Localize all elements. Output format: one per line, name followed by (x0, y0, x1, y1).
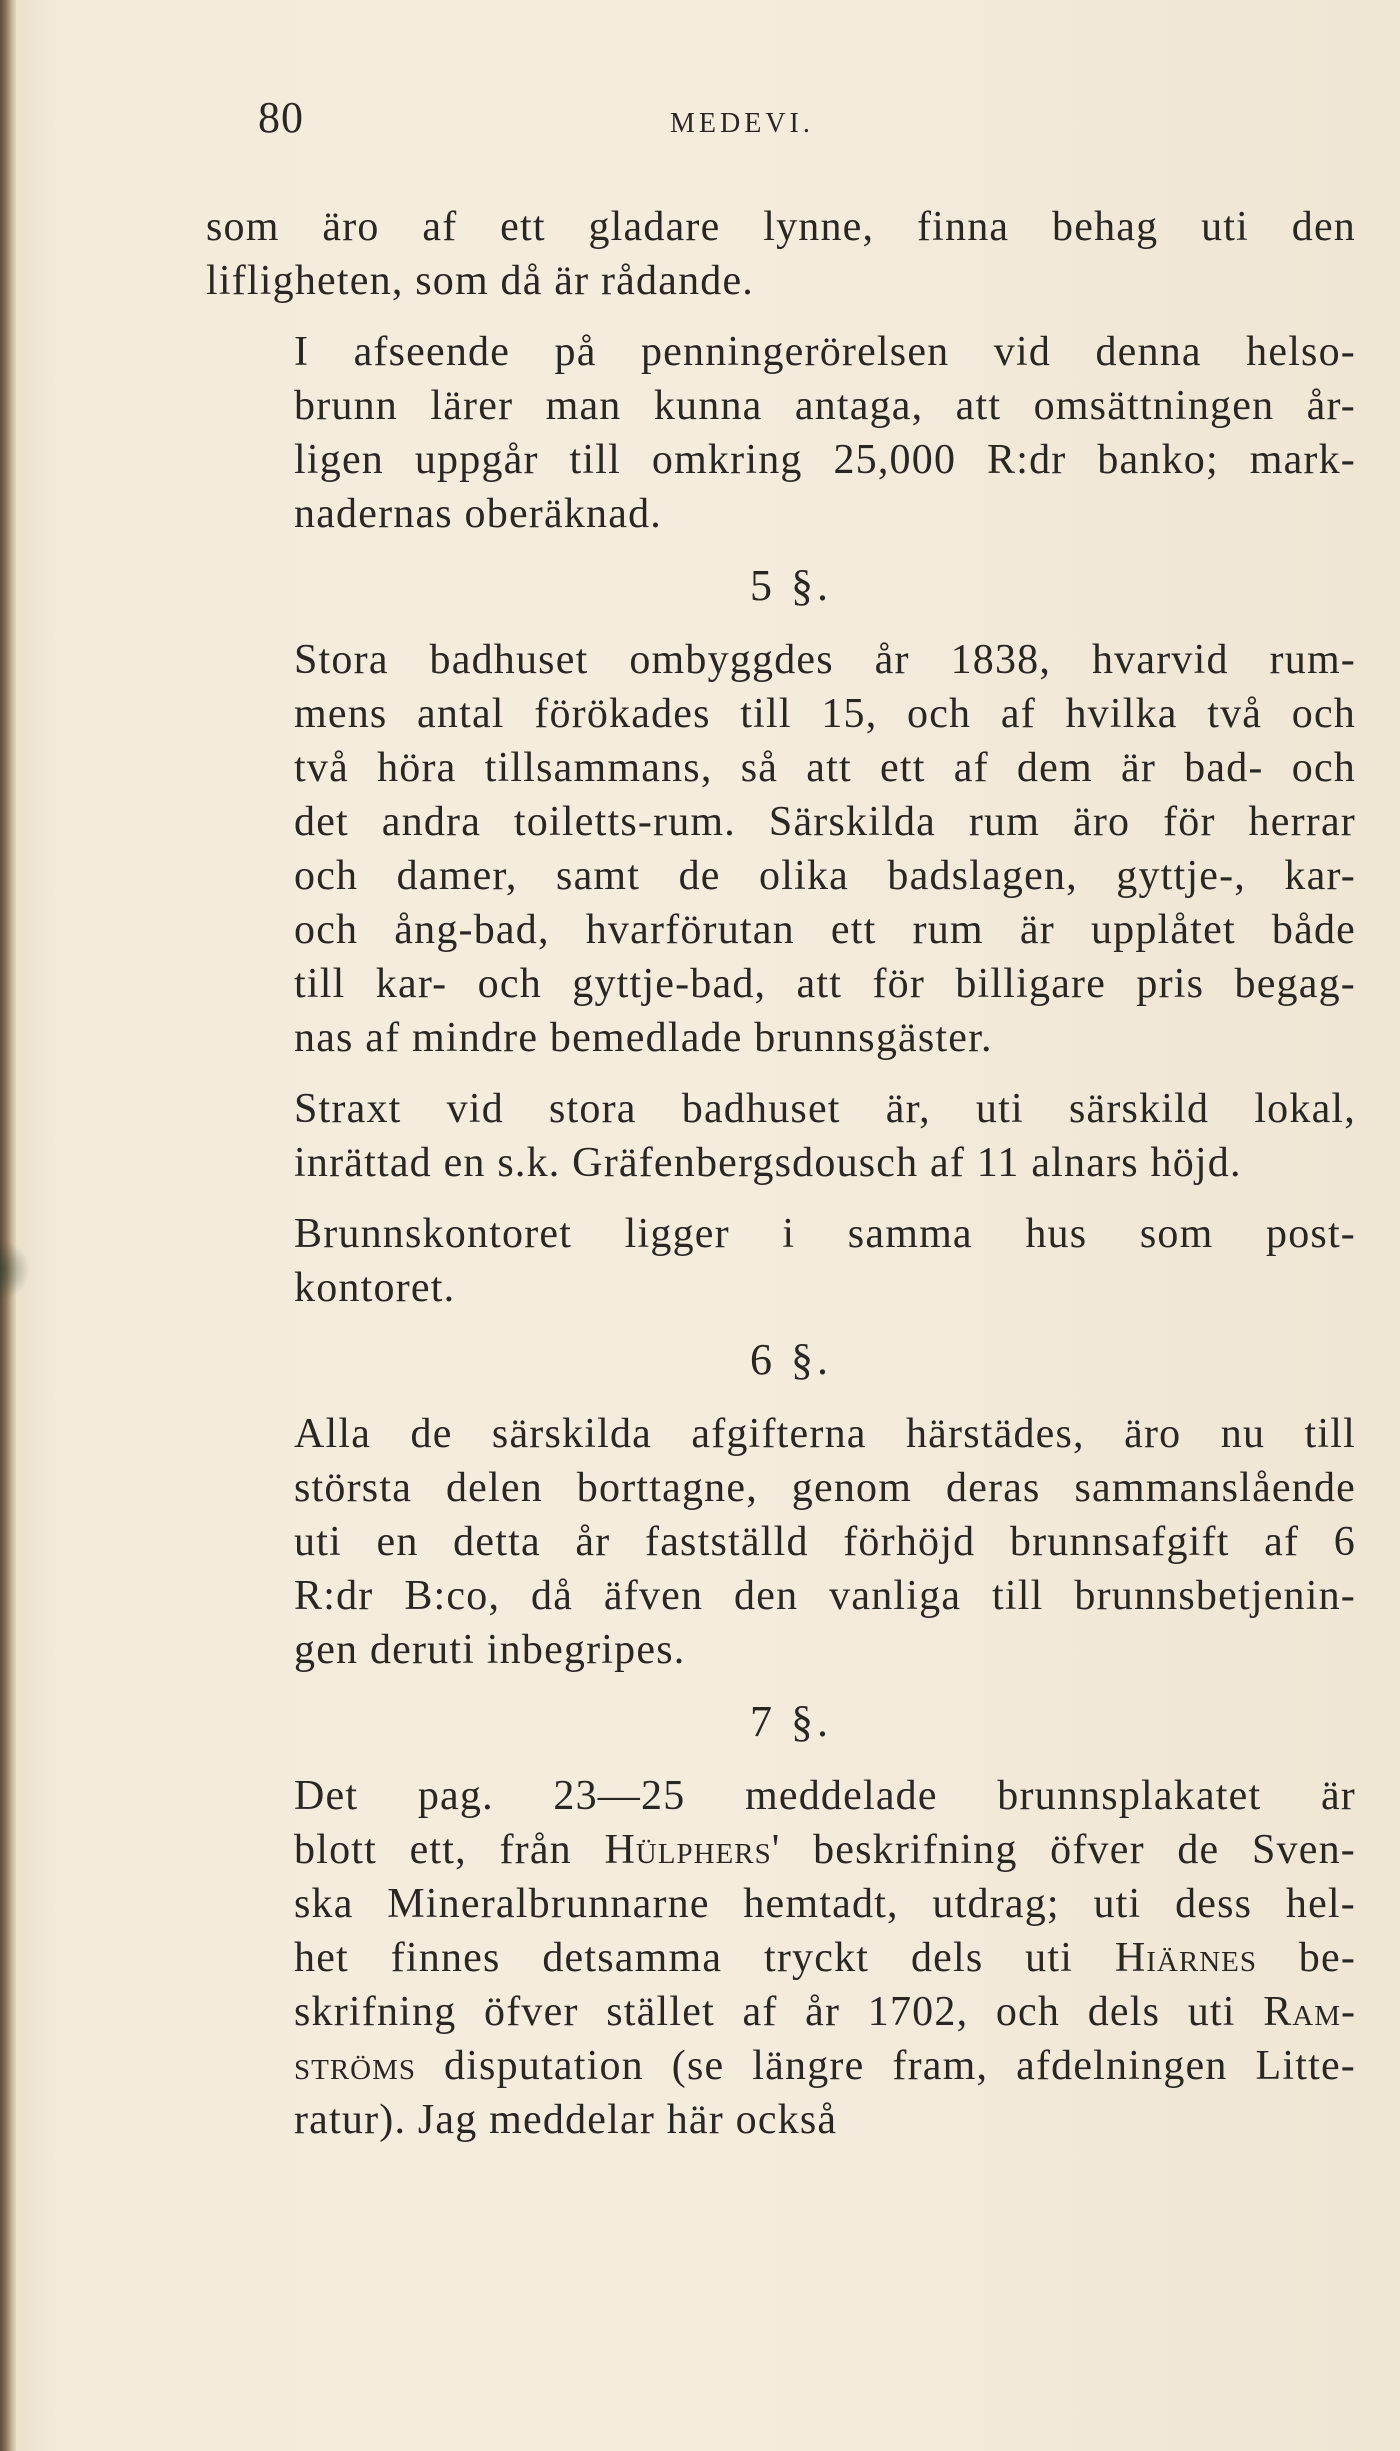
text-run: het finnes detsamma tryckt dels uti (294, 1935, 1115, 1981)
text-line: mens antal förökades till 15, och af hvilka två och (294, 691, 1356, 737)
text-line: och damer, samt de olika badslagen, gyttje-, kar- (294, 853, 1356, 899)
section-heading-6: 6 §. (750, 1335, 832, 1384)
text-line (206, 1985, 1356, 2039)
text-line: största delen borttagne, genom deras sammanslående (294, 1465, 1356, 1511)
text-line: kontoret. (294, 1265, 456, 1311)
text-line: lifligheten, som då är rådande. (206, 258, 755, 304)
paragraph-6 (206, 1407, 1356, 1677)
book-spine (0, 0, 16, 2451)
text-line: ligen uppgår till omkring 25,000 R:dr banko; mark- (294, 437, 1356, 483)
paragraph-3 (206, 633, 1356, 1065)
section-heading-7: 7 §. (750, 1697, 832, 1746)
paragraph-1 (206, 200, 1356, 308)
section-heading-5: 5 §. (750, 561, 832, 610)
text-run: disputation (se längre fram, afdelningen Litte- (416, 2043, 1356, 2089)
text-line: ska Mineralbrunnarne hemtadt, utdrag; uti dess hel- (294, 1881, 1356, 1927)
text-line: som äro af ett gladare lynne, finna behag uti den (206, 204, 1356, 250)
text-line: Brunnskontoret ligger i samma hus som post- (294, 1211, 1356, 1257)
text-run: blott ett, från (294, 1827, 605, 1873)
text-line: Stora badhuset ombyggdes år 1838, hvarvid rum- (294, 637, 1356, 683)
text-line: nas af mindre bemedlade brunnsgäster. (294, 1015, 993, 1061)
text-line: Straxt vid stora badhuset är, uti särskild lokal, (294, 1086, 1356, 1132)
text-line: till kar- och gyttje-bad, att för billigare pris begag- (294, 961, 1356, 1007)
text-line: inrättad en s.k. Gräfenbergsdousch af 11 alnars höjd. (294, 1140, 1242, 1186)
text-line: brunn lärer man kunna antaga, att omsättningen år- (294, 383, 1356, 429)
text-line: nadernas oberäknad. (294, 491, 662, 537)
text-run: be- (1256, 1935, 1356, 1981)
text-line: gen deruti inbegripes. (294, 1627, 686, 1673)
text-run: skrifning öfver stället af år 1702, och dels uti (294, 1989, 1264, 2035)
paragraph-5 (206, 1207, 1356, 1315)
paragraph-7 (206, 1769, 1356, 2147)
text-line (206, 1823, 1356, 1877)
spine-stain (0, 1240, 30, 1300)
text-line: ratur). Jag meddelar här också (294, 2097, 838, 2143)
text-line: uti en detta år fastställd förhöjd brunnsafgift af 6 (294, 1519, 1356, 1565)
text-line: Alla de särskilda afgifterna härstädes, äro nu till (294, 1411, 1356, 1457)
author-name-hulphers: Hülphers (604, 1827, 772, 1873)
text-run: ' beskrifning öfver de Sven- (771, 1827, 1356, 1873)
text-line: Det pag. 23—25 meddelade brunnsplakatet är (294, 1773, 1356, 1819)
author-name-ramstrom-cont: ströms (294, 2043, 417, 2089)
text-line: och ång-bad, hvarförutan ett rum är upplåtet både (294, 907, 1356, 953)
paragraph-4 (206, 1082, 1356, 1190)
text-line: det andra toiletts-rum. Särskilda rum äro för herrar (294, 799, 1356, 845)
running-head: MEDEVI. (670, 108, 814, 139)
text-line (206, 2039, 1356, 2093)
page-header (0, 92, 1400, 152)
page-number: 80 (258, 93, 304, 142)
text-line: I afseende på penningerörelsen vid denna helso- (294, 329, 1356, 375)
body-text (206, 200, 1356, 2147)
text-line (206, 1931, 1356, 1985)
text-line: två höra tillsammans, så att ett af dem är bad- och (294, 745, 1356, 791)
paragraph-2 (206, 325, 1356, 541)
author-name-hiarnes: Hiärnes (1114, 1935, 1257, 1981)
text-line: R:dr B:co, då äfven den vanliga till brunnsbetjenin- (294, 1573, 1356, 1619)
author-name-ramstrom: Ram- (1263, 1989, 1356, 2035)
